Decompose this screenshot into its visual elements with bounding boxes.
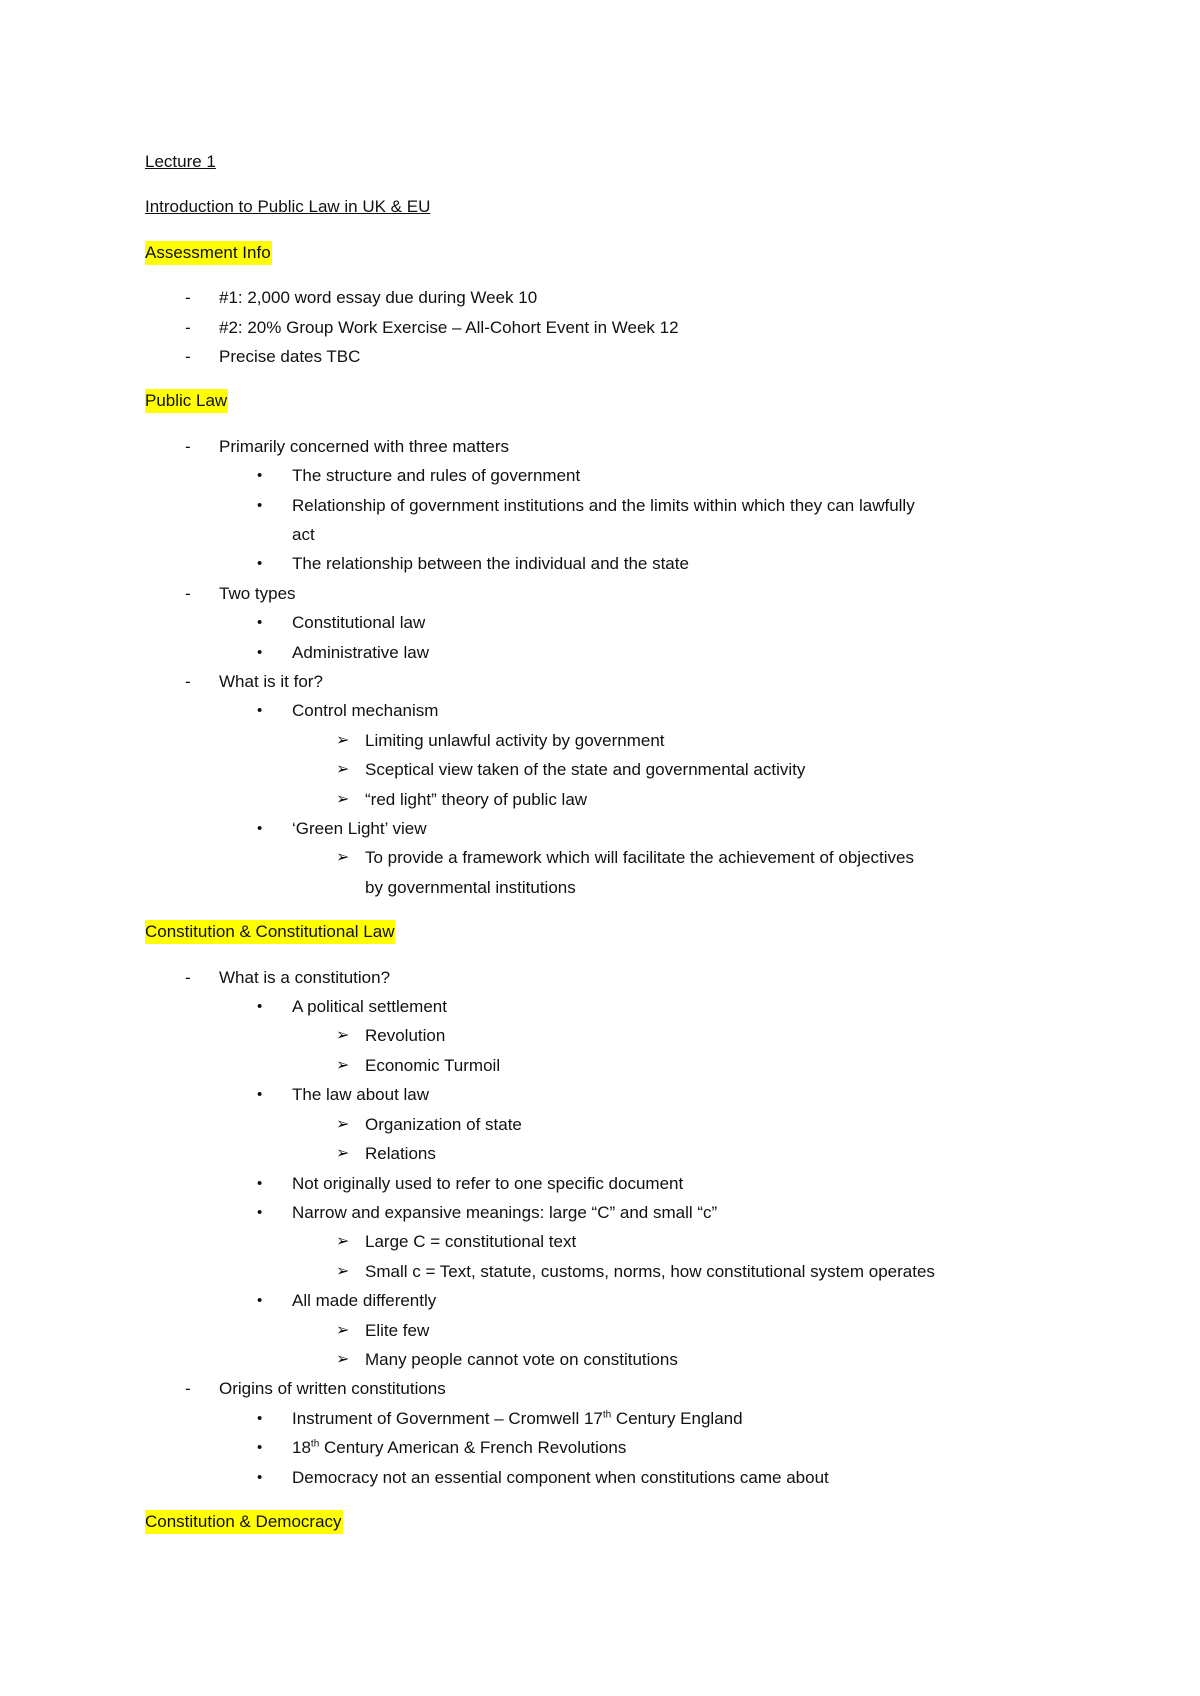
sections xyxy=(145,238,1065,1537)
list-item xyxy=(145,667,1065,696)
list-item-text-after: Century England xyxy=(611,1408,743,1428)
list-item xyxy=(145,1286,1065,1315)
list-item xyxy=(145,1433,1065,1462)
list-item xyxy=(145,992,1065,1021)
list-item-text: Limiting unlawful activity by government xyxy=(365,730,665,750)
list-item-text: All made differently xyxy=(292,1291,437,1311)
list-item-text: What is it for? xyxy=(219,672,323,692)
list-item xyxy=(145,491,1065,550)
arrow-bullet-icon: ➢ xyxy=(336,1145,350,1163)
list-item-text: Origins of written constitutions xyxy=(219,1379,446,1399)
dash-icon: - xyxy=(185,583,191,603)
list-item-text: Revolution xyxy=(365,1026,446,1046)
list-item-text: Elite few xyxy=(365,1320,430,1340)
list-item xyxy=(145,1080,1065,1109)
list-item-text: To provide a framework which will facilitate the achievement of objectives by governmental institutions xyxy=(365,848,914,897)
lecture-subtitle xyxy=(145,192,1065,221)
dash-icon: - xyxy=(185,288,191,308)
list-item xyxy=(145,726,1065,755)
dash-icon: - xyxy=(185,1379,191,1399)
bullet-icon: • xyxy=(257,496,263,514)
list-item-text: Not originally used to refer to one specific document xyxy=(292,1173,684,1193)
bullet-icon: • xyxy=(257,1439,263,1457)
list-item-text: Relations xyxy=(365,1144,436,1164)
lecture-title xyxy=(145,147,1065,176)
section-heading xyxy=(145,1507,1065,1536)
list-item xyxy=(145,755,1065,784)
bullet-icon: • xyxy=(257,614,263,632)
bullet-icon: • xyxy=(257,998,263,1016)
list-item xyxy=(145,1051,1065,1080)
dash-icon: - xyxy=(185,672,191,692)
superscript: th xyxy=(602,1409,612,1421)
bullet-icon: • xyxy=(257,555,263,573)
list-item-text: Many people cannot vote on constitutions xyxy=(365,1349,678,1369)
list-item-text: Constitutional law xyxy=(292,613,426,633)
arrow-bullet-icon: ➢ xyxy=(336,790,350,808)
list-item xyxy=(145,1227,1065,1256)
list-item xyxy=(145,1110,1065,1139)
arrow-bullet-icon: ➢ xyxy=(336,761,350,779)
section-heading-text: Assessment Info xyxy=(145,241,272,265)
bullet-icon: • xyxy=(257,1086,263,1104)
dash-icon: - xyxy=(185,967,191,987)
bullet-icon: • xyxy=(257,1292,263,1310)
list-item-text: Administrative law xyxy=(292,642,429,662)
list-item-text: “red light” theory of public law xyxy=(365,789,588,809)
arrow-bullet-icon: ➢ xyxy=(336,1027,350,1045)
list-item xyxy=(145,313,1065,342)
bullet-icon: • xyxy=(257,1174,263,1192)
list-item-text: The relationship between the individual and the state xyxy=(292,554,689,574)
list-item xyxy=(145,1169,1065,1198)
list-item xyxy=(145,785,1065,814)
list-item-text: ‘Green Light’ view xyxy=(292,819,427,839)
list-item-text: #1: 2,000 word essay due during Week 10 xyxy=(219,288,538,308)
list-item-text: Economic Turmoil xyxy=(365,1055,501,1075)
dash-icon: - xyxy=(185,317,191,337)
list-item-text-after: Century American & French Revolutions xyxy=(319,1438,627,1458)
list-item xyxy=(145,579,1065,608)
list-item xyxy=(145,1139,1065,1168)
list-item xyxy=(145,1374,1065,1403)
bullet-icon: • xyxy=(257,643,263,661)
arrow-bullet-icon: ➢ xyxy=(336,1350,350,1368)
list-item-text: 18 xyxy=(292,1438,311,1458)
list-item-text: Relationship of government institutions and the limits within which they can lawfully act xyxy=(292,495,915,544)
list-item xyxy=(145,461,1065,490)
bullet-icon: • xyxy=(257,702,263,720)
list-item-text: #2: 20% Group Work Exercise – All-Cohort Event in Week 12 xyxy=(219,317,679,337)
list-item-text: The law about law xyxy=(292,1085,430,1105)
list-item-text: Large C = constitutional text xyxy=(365,1232,577,1252)
bullet-icon: • xyxy=(257,820,263,838)
dash-icon: - xyxy=(185,346,191,366)
bullet-icon: • xyxy=(257,1468,263,1486)
list-item xyxy=(145,843,1065,902)
list-item xyxy=(145,963,1065,992)
list-item xyxy=(145,1345,1065,1374)
section-heading-text: Public Law xyxy=(145,389,228,413)
list-item-text: What is a constitution? xyxy=(219,967,391,987)
lecture-title-text: Lecture 1 xyxy=(145,152,216,171)
list-item xyxy=(145,1463,1065,1492)
section-list xyxy=(145,432,1065,903)
arrow-bullet-icon: ➢ xyxy=(336,849,350,867)
section-list xyxy=(145,963,1065,1492)
lecture-subtitle-text: Introduction to Public Law in UK & EU xyxy=(145,197,431,217)
superscript: th xyxy=(310,1438,320,1450)
list-item xyxy=(145,1021,1065,1050)
section-heading-text: Constitution & Constitutional Law xyxy=(145,920,395,944)
list-item-text: Democracy not an essential component when constitutions came about xyxy=(292,1467,829,1487)
arrow-bullet-icon: ➢ xyxy=(336,1115,350,1133)
list-item-text: Precise dates TBC xyxy=(219,346,361,366)
list-item xyxy=(145,1404,1065,1433)
list-item-text: Control mechanism xyxy=(292,701,439,721)
section-heading xyxy=(145,238,1065,267)
list-item-text: The structure and rules of government xyxy=(292,466,581,486)
section-list xyxy=(145,283,1065,371)
bullet-icon: • xyxy=(257,467,263,485)
arrow-bullet-icon: ➢ xyxy=(336,1233,350,1251)
dash-icon: - xyxy=(185,436,191,456)
list-item-text: Primarily concerned with three matters xyxy=(219,436,510,456)
arrow-bullet-icon: ➢ xyxy=(336,1321,350,1339)
list-item xyxy=(145,1316,1065,1345)
list-item xyxy=(145,1257,1065,1286)
list-item xyxy=(145,696,1065,725)
section-heading xyxy=(145,386,1065,415)
list-item xyxy=(145,608,1065,637)
bullet-icon: • xyxy=(257,1409,263,1427)
list-item xyxy=(145,432,1065,461)
list-item-text: Organization of state xyxy=(365,1114,522,1134)
bullet-icon: • xyxy=(257,1203,263,1221)
list-item xyxy=(145,638,1065,667)
section-heading-text: Constitution & Democracy xyxy=(145,1510,343,1534)
section-heading xyxy=(145,917,1065,946)
arrow-bullet-icon: ➢ xyxy=(336,1262,350,1280)
list-item-text: A political settlement xyxy=(292,997,447,1017)
list-item xyxy=(145,283,1065,312)
list-item-text: Narrow and expansive meanings: large “C” and small “c” xyxy=(292,1202,718,1222)
list-item xyxy=(145,814,1065,843)
list-item xyxy=(145,1198,1065,1227)
arrow-bullet-icon: ➢ xyxy=(336,731,350,749)
list-item xyxy=(145,342,1065,371)
arrow-bullet-icon: ➢ xyxy=(336,1056,350,1074)
list-item-text: Two types xyxy=(219,583,296,603)
list-item-text: Sceptical view taken of the state and governmental activity xyxy=(365,760,806,780)
document-page xyxy=(145,147,1065,1552)
list-item-text: Instrument of Government – Cromwell 17 xyxy=(292,1408,603,1428)
list-item-text: Small c = Text, statute, customs, norms, how constitutional system operates xyxy=(365,1261,935,1281)
list-item xyxy=(145,549,1065,578)
